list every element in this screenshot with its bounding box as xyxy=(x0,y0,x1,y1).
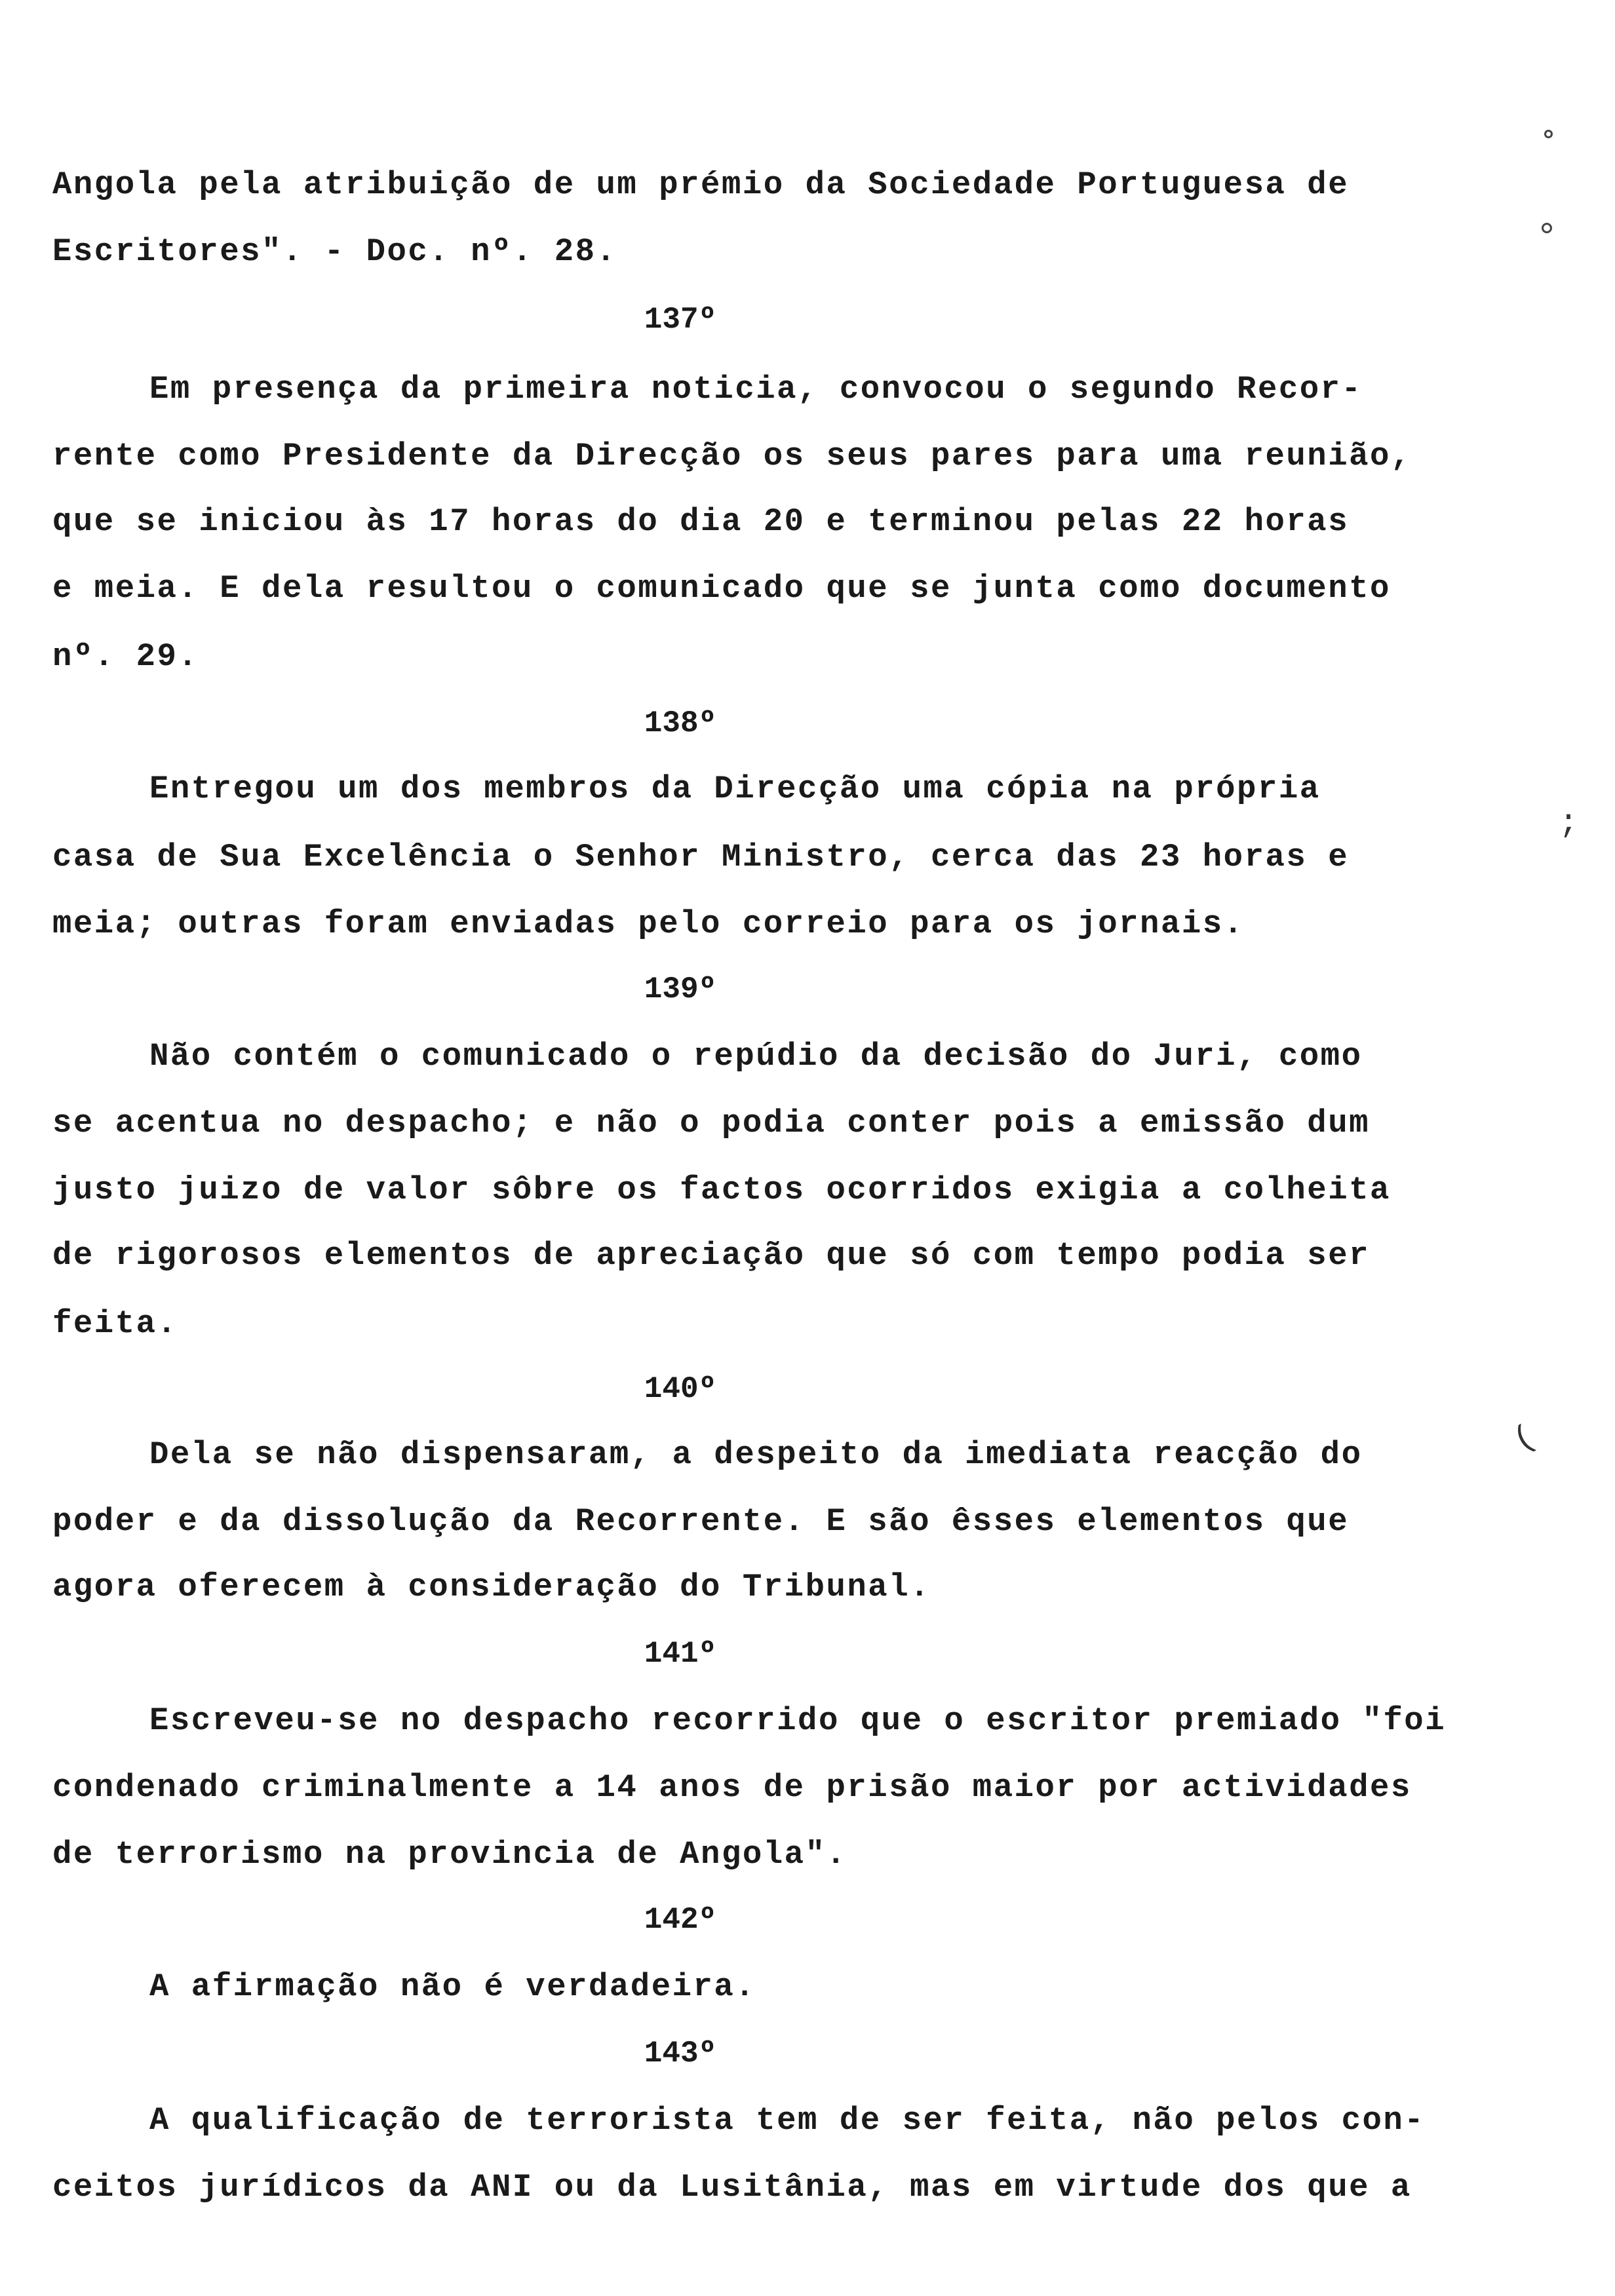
text-line: que se iniciou às 17 horas do dia 20 e terminou pelas 22 horas xyxy=(52,503,1350,540)
text-line: de terrorismo na provincia de Angola". xyxy=(52,1836,847,1873)
article-number: 139º xyxy=(644,972,717,1006)
text-line: meia; outras foram enviadas pelo correio para os jornais. xyxy=(52,906,1245,942)
text-line: Escritores". - Doc. nº. 28. xyxy=(52,233,617,270)
article-number: 143º xyxy=(644,2037,717,2071)
text-line: ceitos jurídicos da ANI ou da Lusitânia, mas em virtude dos que a xyxy=(52,2169,1412,2206)
article-number: 137º xyxy=(644,303,717,337)
text-line: de rigorosos elementos de apreciação que só com tempo podia ser xyxy=(52,1237,1371,1274)
text-line: casa de Sua Excelência o Senhor Ministro, cerca das 23 horas e xyxy=(52,839,1350,875)
scan-mark: ( xyxy=(1507,1418,1544,1461)
text-line: Entregou um dos membros da Direcção uma cópia na própria xyxy=(149,771,1321,807)
text-line: Escreveu-se no despacho recorrido que o escritor premiado "foi xyxy=(149,1702,1447,1739)
article-number: 138º xyxy=(644,706,717,740)
text-line: rente como Presidente da Direcção os seus pares para uma reunião, xyxy=(52,438,1412,474)
text-line: feita. xyxy=(52,1305,178,1342)
text-line: e meia. E dela resultou o comunicado que se junta como documento xyxy=(52,570,1391,607)
text-line: Angola pela atribuição de um prémio da Sociedade Portuguesa de xyxy=(52,166,1350,203)
text-line: poder e da dissolução da Recorrente. E são êsses elementos que xyxy=(52,1503,1350,1540)
text-line: nº. 29. xyxy=(52,638,199,675)
text-line: Dela se não dispensaram, a despeito da imediata reacção do xyxy=(149,1436,1363,1473)
text-line: justo juizo de valor sôbre os factos ocorridos exigia a colheita xyxy=(52,1172,1391,1208)
text-line: Não contém o comunicado o repúdio da decisão do Juri, como xyxy=(149,1038,1363,1075)
text-line: se acentua no despacho; e não o podia conter pois a emissão dum xyxy=(52,1105,1371,1141)
text-line: A afirmação não é verdadeira. xyxy=(149,1968,756,2005)
article-number: 140º xyxy=(644,1372,717,1406)
scan-speck xyxy=(1542,223,1552,233)
text-line: Em presença da primeira noticia, convocou o segundo Recor- xyxy=(149,371,1363,408)
text-line: A qualificação de terrorista tem de ser feita, não pelos con- xyxy=(149,2102,1426,2139)
text-line: condenado criminalmente a 14 anos de prisão maior por actividades xyxy=(52,1769,1412,1806)
article-number: 142º xyxy=(644,1903,717,1937)
scan-mark: ; xyxy=(1559,805,1579,842)
text-line: agora oferecem à consideração do Tribunal. xyxy=(52,1569,931,1605)
article-number: 141º xyxy=(644,1637,717,1671)
scan-speck xyxy=(1544,130,1553,138)
